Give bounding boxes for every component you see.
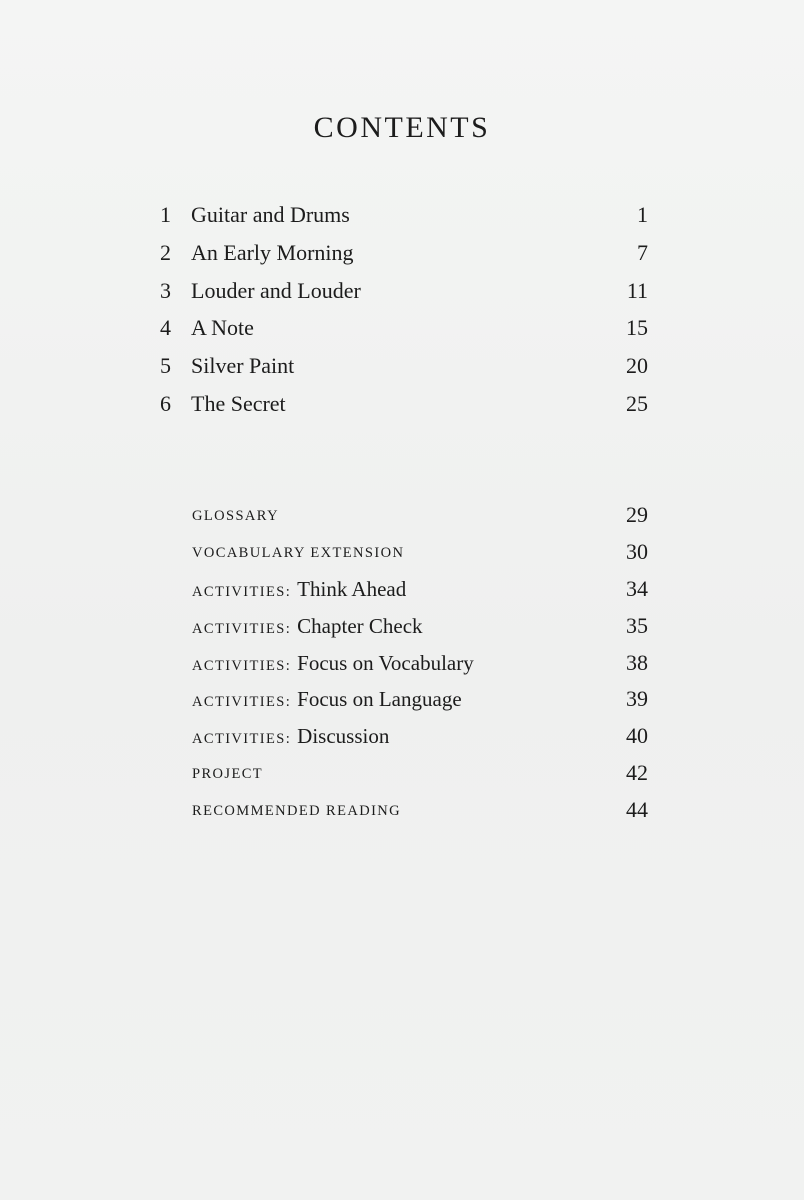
toc-entry-chapter-4: [160, 309, 650, 347]
page-title: CONTENTS: [313, 111, 491, 144]
page-number: 15: [626, 315, 648, 341]
chapter-number: 2: [160, 239, 171, 265]
page-number: 34: [626, 575, 648, 601]
section-label: VOCABULARY EXTENSION: [192, 544, 405, 561]
page-number: 30: [626, 538, 648, 564]
toc-entry-activities-chapter-check: [192, 608, 650, 645]
page-number: 39: [626, 686, 648, 712]
chapter-title: Louder and Louder: [191, 277, 361, 303]
page-number: 42: [626, 760, 648, 786]
section-subtitle: Chapter Check: [297, 613, 423, 638]
page-number: 7: [637, 239, 648, 265]
toc-entry-project: [192, 755, 650, 792]
toc-entry-activities-think-ahead: [192, 571, 650, 608]
page-number: 35: [626, 612, 648, 638]
toc-entry-vocabulary-extension: [192, 534, 650, 571]
page-number: 1: [637, 202, 648, 227]
toc-entry-recommended-reading: [192, 792, 650, 829]
section-label: GLOSSARY: [192, 508, 279, 524]
chapter-title: An Early Morning: [191, 239, 354, 265]
chapter-title: Guitar and Drums: [191, 202, 350, 227]
section-subtitle: Think Ahead: [297, 576, 407, 601]
section-subtitle: Discussion: [297, 724, 390, 749]
toc-entry-chapter-1: [160, 196, 650, 234]
toc-entry-glossary: [192, 497, 650, 534]
toc-entry-chapter-6: [160, 385, 650, 423]
page-number: 40: [626, 723, 648, 749]
section-label: ACTIVITIES:: [192, 620, 292, 637]
chapter-title: A Note: [191, 315, 254, 341]
section-subtitle: Focus on Language: [297, 687, 462, 712]
section-subtitle: Focus on Vocabulary: [297, 650, 474, 675]
page-number: 25: [626, 390, 648, 416]
back-matter-list: [192, 497, 650, 829]
page-number: 44: [626, 797, 648, 823]
page-number: 20: [626, 353, 648, 379]
page-number: 38: [626, 649, 648, 675]
chapter-number: 4: [160, 315, 171, 341]
toc-entry-chapter-3: [160, 272, 650, 310]
chapter-number: 3: [160, 277, 171, 303]
toc-entry-activities-focus-on-vocabulary: [192, 645, 650, 682]
chapter-title: The Secret: [191, 390, 286, 416]
chapter-number: 6: [160, 390, 171, 416]
page-number: 29: [626, 502, 648, 527]
section-label: ACTIVITIES:: [192, 583, 292, 600]
toc-entry-activities-discussion: [192, 718, 650, 755]
toc-entry-chapter-5: [160, 347, 650, 385]
chapter-number: 5: [160, 353, 171, 379]
section-label: ACTIVITIES:: [192, 657, 292, 674]
toc-entry-activities-focus-on-language: [192, 681, 650, 718]
toc-entry-chapter-2: [160, 234, 650, 272]
chapter-list: [160, 196, 650, 423]
section-label: ACTIVITIES:: [192, 731, 292, 748]
section-label: RECOMMENDED READING: [192, 803, 402, 820]
chapter-number: 1: [160, 202, 171, 227]
chapter-title: Silver Paint: [191, 353, 295, 379]
page-number: 11: [626, 277, 648, 303]
section-label: PROJECT: [192, 766, 264, 783]
section-label: ACTIVITIES:: [192, 694, 292, 711]
